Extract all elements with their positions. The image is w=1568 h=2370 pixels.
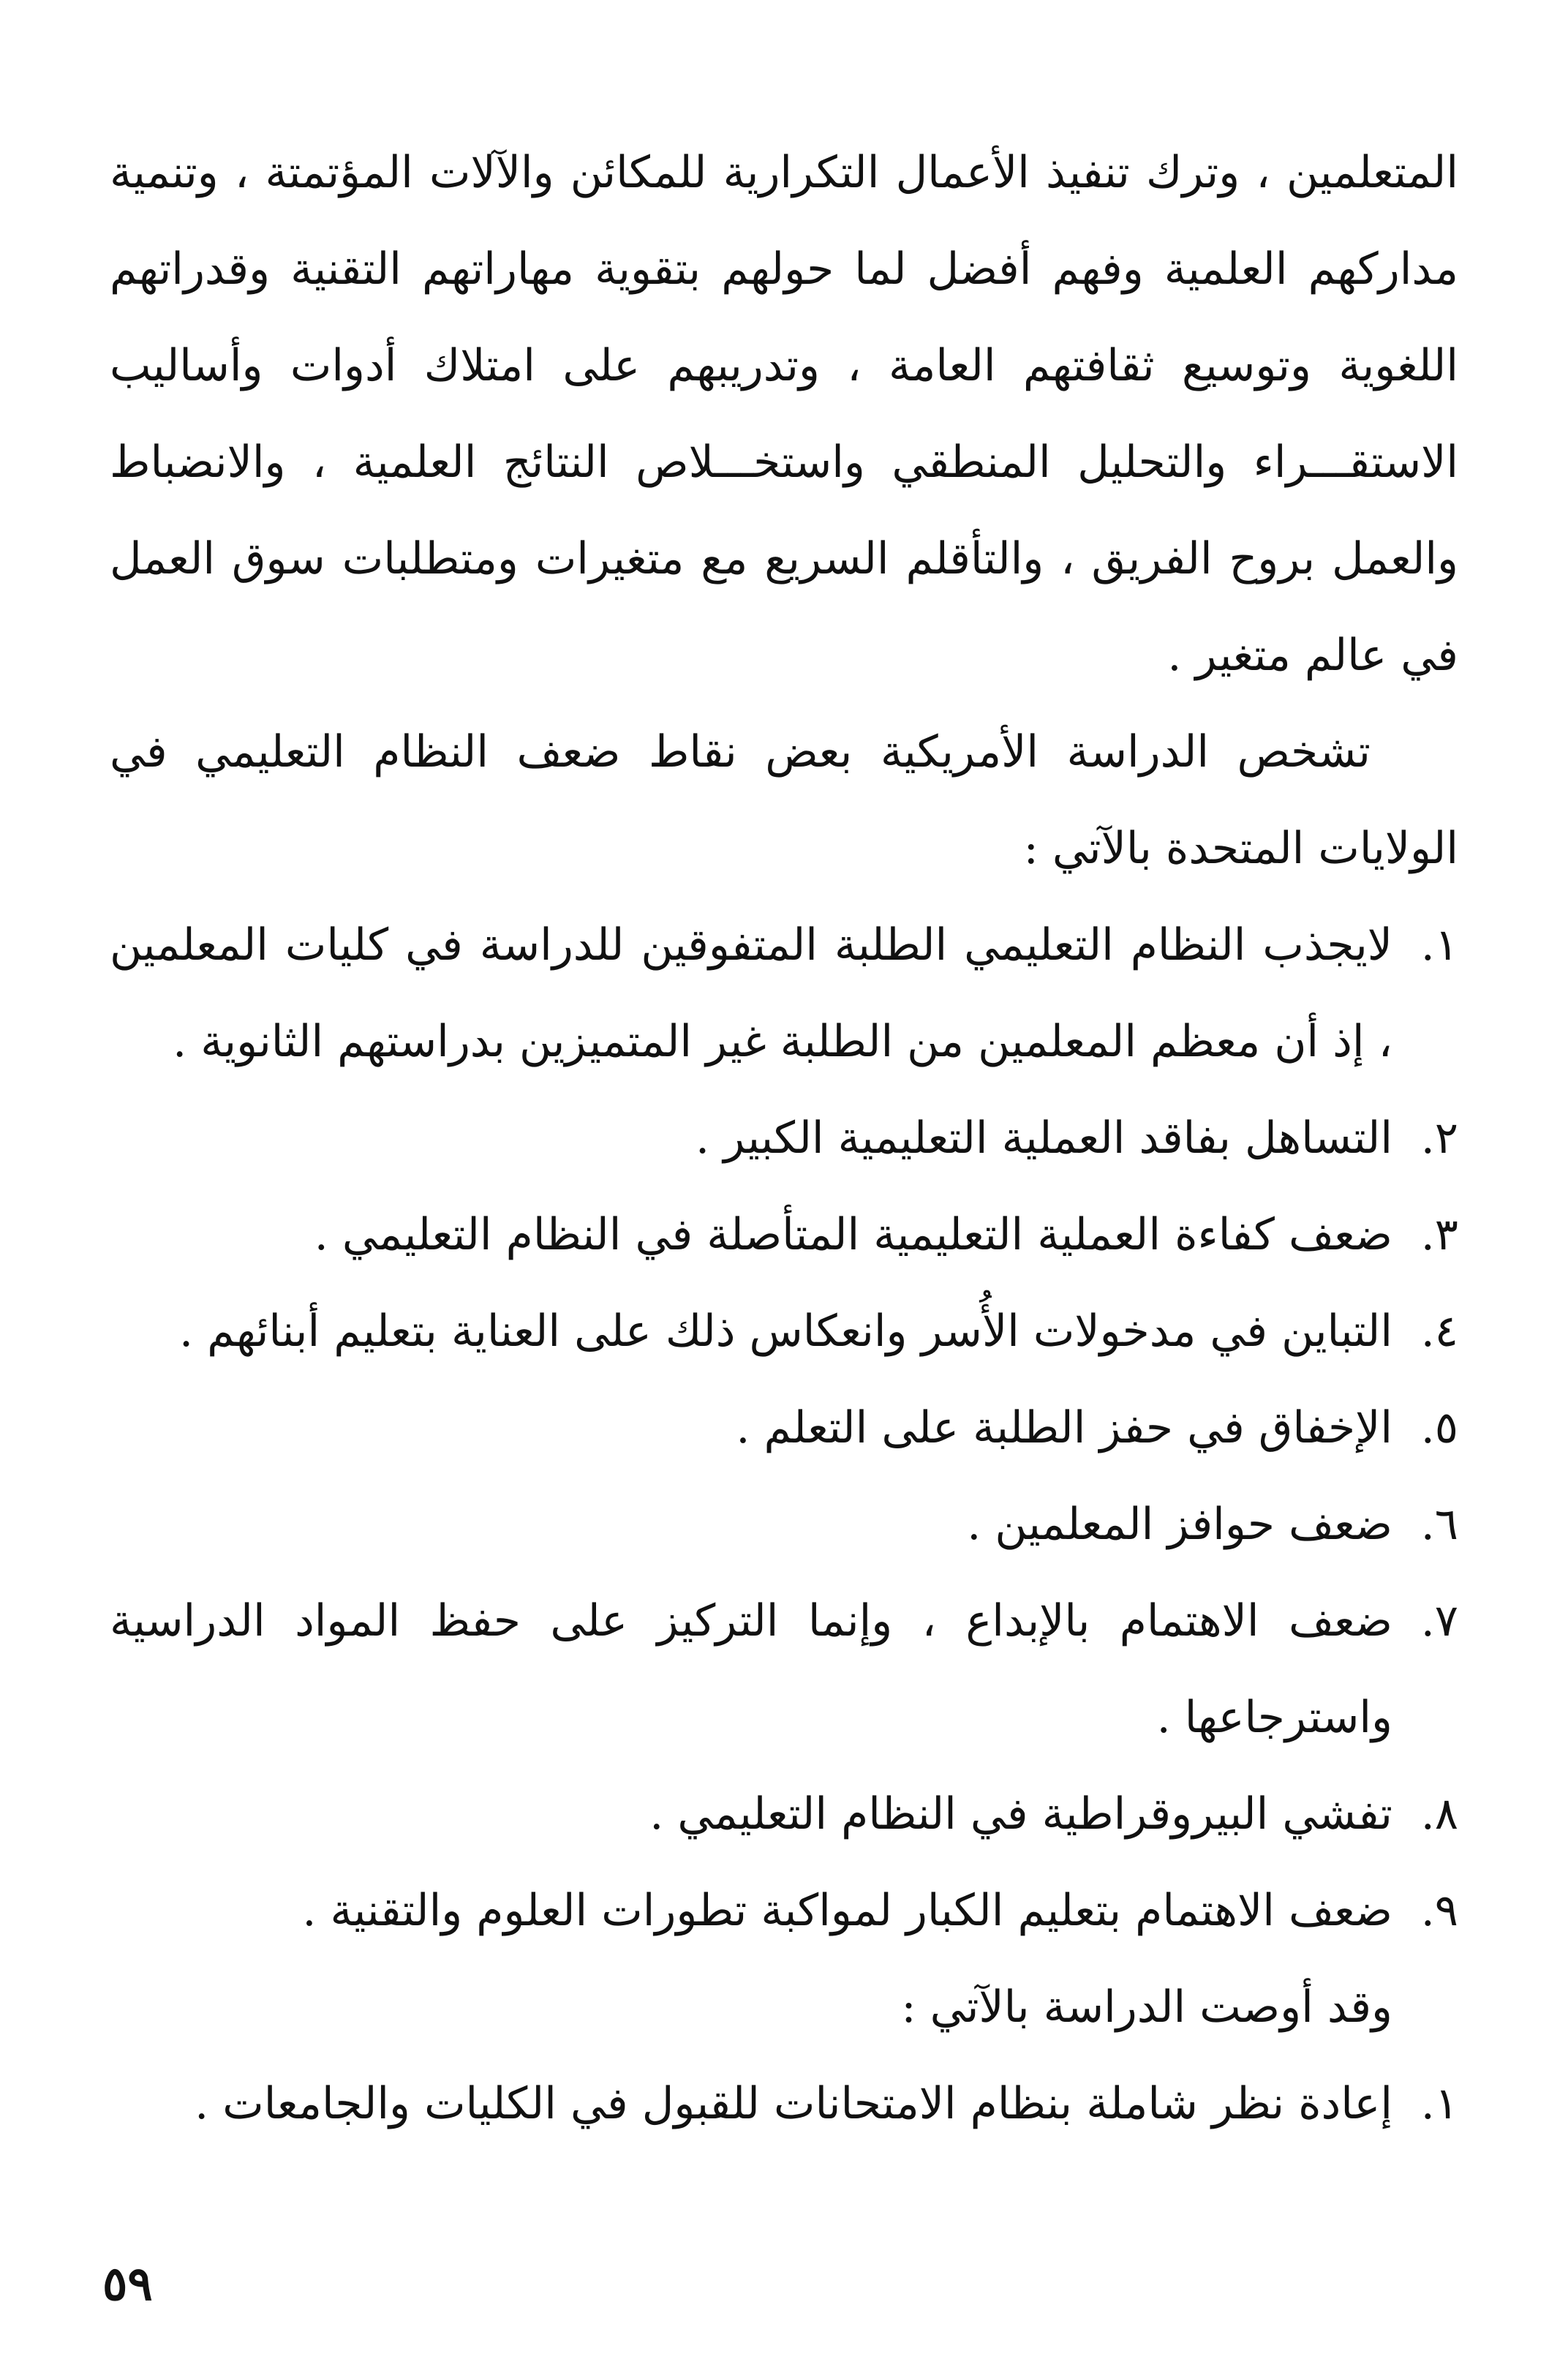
list-item-text: التساهل بفاقد العملية التعليمية الكبير .	[696, 1113, 1392, 1164]
list-item-number: ٢.	[1420, 1113, 1458, 1164]
list-item-text: ضعف الاهتمام بتعليم الكبار لمواكبة تطورات العلوم والتقنية .	[302, 1885, 1392, 1936]
list-item-number: ٤.	[1420, 1306, 1458, 1357]
weaknesses-list	[110, 897, 1458, 1959]
list-item-text: لايجذب النظام التعليمي الطلبة المتفوقين للدراسة في كليات المعلمين ، إذ أن معظم المعلمين من الطلبة غير المتميزين بدراستهم الثانوية .	[110, 919, 1392, 1067]
list-item	[110, 1862, 1458, 1959]
list-item-text: التباين في مدخولات الأُسر وانعكاس ذلك على العناية بتعليم أبنائهم .	[178, 1306, 1392, 1357]
list-item-number: ٥.	[1420, 1402, 1458, 1453]
page-body	[110, 124, 1458, 2152]
list-item	[110, 1766, 1458, 1862]
list-item-number: ٦.	[1420, 1499, 1458, 1550]
list-item-number: ١.	[1420, 919, 1458, 971]
list-item	[110, 1186, 1458, 1283]
paragraph-continuation: المتعلمين ، وترك تنفيذ الأعمال التكرارية للمكائن والآلات المؤتمتة ، وتنمية مداركهم العلمية وفهم أفضل لما حولهم بتقوية مهاراتهم التقنية وقدراتهم اللغوية وتوسيع ثقافتهم العامة ، وتدريبهم على امتلاك أدوات وأساليب الاستقـــراء والتحليل المنطقي واستخـــلاص النتائج العلمية ، والانضباط والعمل بروح الفريق ، والتأقلم السريع مع متغيرات ومتطلبات سوق العمل في عالم متغير .	[110, 147, 1459, 681]
list-item	[110, 1380, 1458, 1476]
page-number: ٥٩	[102, 2257, 153, 2311]
list-item	[110, 1476, 1458, 1573]
recommendations-list	[110, 2055, 1458, 2152]
list-item	[110, 1283, 1458, 1380]
list-item	[110, 1090, 1458, 1186]
list-item-text: ضعف كفاءة العملية التعليمية المتأصلة في النظام التعليمي .	[314, 1209, 1392, 1260]
paragraph-study-diagnosis: تشخص الدراسة الأمريكية بعض نقاط ضعف النظام التعليمي في الولايات المتحدة بالآتي :	[110, 726, 1458, 874]
recommendations-intro: وقد أوصت الدراسة بالآتي :	[901, 1982, 1392, 2033]
list-item	[110, 2055, 1458, 2152]
list-item-number: ٨.	[1420, 1788, 1458, 1840]
list-item-text: الإخفاق في حفز الطلبة على التعلم .	[736, 1402, 1392, 1453]
list-item	[110, 1573, 1458, 1766]
list-item-number: ٧.	[1420, 1595, 1458, 1647]
list-item-number: ٩.	[1420, 1885, 1458, 1936]
list-item-text: ضعف الاهتمام بالإبداع ، وإنما التركيز على حفظ المواد الدراسية واسترجاعها .	[110, 1595, 1392, 1743]
list-item-text: ضعف حوافز المعلمين .	[967, 1499, 1392, 1550]
list-item-text: إعادة نظر شاملة بنظام الامتحانات للقبول في الكليات والجامعات .	[195, 2078, 1392, 2129]
list-item	[110, 897, 1458, 1090]
list-item-number: ٣.	[1420, 1209, 1458, 1260]
list-item-text: تفشي البيروقراطية في النظام التعليمي .	[649, 1788, 1392, 1840]
list-item-number: ١.	[1420, 2078, 1458, 2129]
